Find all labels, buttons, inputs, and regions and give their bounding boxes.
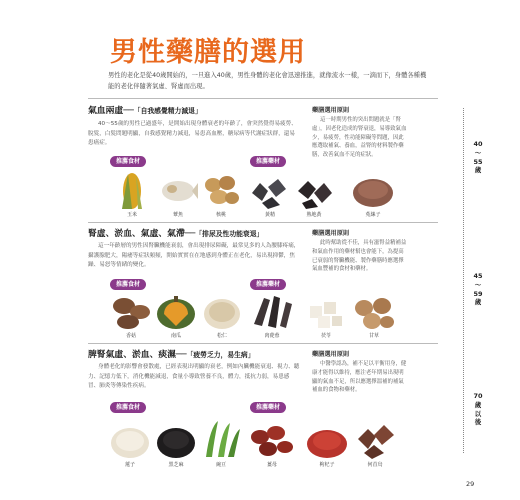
age-divider xyxy=(463,108,464,453)
food-item: 豌豆 xyxy=(200,417,242,467)
section-body: 這一年齡層的男性因腎臟機能衰弱，會出現排尿障礙，最常見多的人為腰膝疼痛，攝護腺肥大，陽痿等症狀頻頻，開始實實在在地感到身體正在老化，易出現抑鬱，焦躁、易怒等情緒的變化。 xyxy=(88,243,300,269)
pine-nut-icon xyxy=(202,292,242,332)
food-item: 肉蓯蓉 xyxy=(248,292,296,338)
food-item: 甘草 xyxy=(352,292,396,338)
food-badge: 推薦食材 xyxy=(110,402,146,413)
divider xyxy=(88,98,438,99)
page-title: 男性藥膳的選用 xyxy=(110,37,306,68)
herb-badge: 推薦藥材 xyxy=(250,279,286,290)
food-item: 蕈魚 xyxy=(158,169,198,217)
food-item: 菟絲子 xyxy=(350,169,396,217)
principle-body: 這一時期男性的突出問題就是「腎虛」，因老化造成的腎衰退，易導致氣血少，易疲勞，性功能障礙等問題，因此應選取補氣、養血，益腎的材料製作藥膳，改善氣血不足的症狀。 xyxy=(312,117,407,159)
herb-root-icon xyxy=(248,169,292,211)
food-item: 玉米 xyxy=(112,169,152,217)
page-number: 29 xyxy=(466,480,475,488)
section-qi-blood xyxy=(88,103,443,218)
section-title: 腎虛、淤血、氣虛、氣滯──「排尿及性功能衰退」 xyxy=(88,229,264,239)
poria-icon xyxy=(304,292,348,332)
section-title: 脾腎氣虛、淤血、痰濕──「疲勞乏力，易生病」 xyxy=(88,350,255,360)
principle-title: 藥膳選用原則 xyxy=(312,230,350,237)
section-body: 40～55歲的男性已過盛年，是開始出現身體衰老的年齡了，會突然覺得易疲勞、脫髮，白髮問題明顯，自我感覺精力減退，易患高血壓，糖尿病等代謝症狀群，還易患癌症。 xyxy=(88,121,297,147)
herb-badge: 推薦藥材 xyxy=(250,402,286,413)
mushroom-icon xyxy=(110,292,152,332)
licorice-icon xyxy=(352,292,396,332)
section-title: 氣血兩虛──「自我感覺精力減退」 xyxy=(88,106,202,116)
food-item: 香菇 xyxy=(110,292,152,338)
divider xyxy=(88,222,438,223)
food-item: 核桃 xyxy=(201,169,241,217)
rehmannia-icon xyxy=(292,169,336,211)
principle-body: 中醫學認為，補不足以平衡用身，健康才能得以維持，應注老年期易出現明顯的氣血不足，所以應選擇溫補的補氣補血的食物和藥材。 xyxy=(312,361,407,394)
corn-icon xyxy=(112,169,152,211)
lotus-seed-icon xyxy=(108,417,152,461)
seed-pile-icon xyxy=(350,169,396,211)
principle-body: 此時幫助從不佳，具有滋腎益精補益和氣血作用的藥材幫也會能下，為提高已衰弱的腎臟機能、製作藥膳時應選擇氣血豐補的食材和藥材。 xyxy=(312,240,407,273)
age-range-3: 70 歲 以 後 xyxy=(473,392,483,427)
food-item: 熟地黃 xyxy=(292,169,336,217)
fo-ti-icon xyxy=(352,417,398,461)
intro-text: 男性的老化是從40歲開始的，一旦進入40歲，男性身體的老化會迅速推進，就像流水一樣，一滴而下，身體各種機能的老化伴隨著氣虛、腎虛而出現。 xyxy=(108,72,427,90)
food-item: 黑芝麻 xyxy=(154,417,198,467)
food-item: 蓮子 xyxy=(108,417,152,467)
principle-title: 藥膳選用原則 xyxy=(312,351,350,358)
walnut-icon xyxy=(201,169,241,211)
principle-title: 藥膳選用原則 xyxy=(312,107,350,114)
herb-badge: 推薦藥材 xyxy=(250,156,286,167)
food-item: 薑母 xyxy=(248,417,296,467)
food-item: 南瓜 xyxy=(154,292,198,338)
divider xyxy=(88,343,438,344)
section-spleen-kidney xyxy=(88,347,443,467)
black-sesame-icon xyxy=(154,417,198,461)
food-item: 松仁 xyxy=(202,292,242,338)
food-item: 何首烏 xyxy=(352,417,398,467)
jujube-icon xyxy=(248,417,296,461)
goji-berry-icon xyxy=(304,417,350,461)
pumpkin-icon xyxy=(154,292,198,332)
food-item: 茯苓 xyxy=(304,292,348,338)
pea-pod-icon xyxy=(200,417,242,461)
food-item: 黃精 xyxy=(248,169,292,217)
age-range-2: 45 ～ 59 歲 xyxy=(473,272,483,307)
food-badge: 推薦食材 xyxy=(110,279,146,290)
food-badge: 推薦食材 xyxy=(110,156,146,167)
fish-icon xyxy=(158,169,198,211)
cistanche-icon xyxy=(248,292,296,332)
food-item: 枸杞子 xyxy=(304,417,350,467)
age-range-1: 40 ～ 55 歲 xyxy=(473,140,483,175)
section-body: 身體老化的影響會發散處，已經表現出明顯的衰老，例如內臟機能衰退、視力、聽力、記憶力低下，消化機能減退，食量小導致營養不良，體力，抵抗力弱，易患感冒、肺炎等傳染性疾病。 xyxy=(88,364,300,390)
section-kidney-deficiency xyxy=(88,226,443,341)
